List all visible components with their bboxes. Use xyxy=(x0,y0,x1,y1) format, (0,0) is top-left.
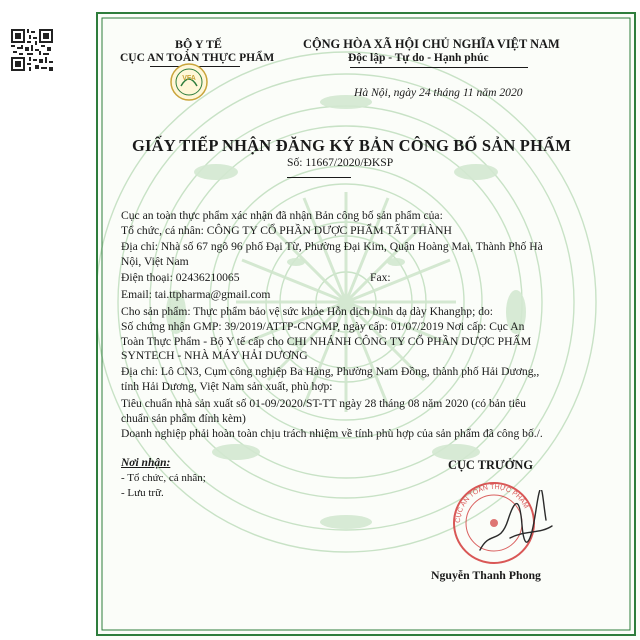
standard-line: Tiêu chuẩn nhà sản xuất số 01-09/2020/ST-TT ngày 28 tháng 08 năm 2020 (có bản tiêu xyxy=(121,397,526,410)
signer-role: CỤC TRƯỞNG xyxy=(448,458,534,472)
document-title: GIẤY TIẾP NHẬN ĐĂNG KÝ BẢN CÔNG BỐ SẢN PHẨM xyxy=(132,136,572,155)
manufacturer-address-line-2: tỉnh Hải Dương, Việt Nam sản xuất, phù hợp: xyxy=(121,380,333,393)
manufacturer-address-line: Địa chỉ: Lô CN3, Cụm công nghiệp Ba Hàng, Phường Nam Đồng, thành phố Hải Dương,, xyxy=(121,365,540,378)
address-line: Địa chỉ: Nhà số 67 ngõ 96 phố Đại Từ, Phường Đại Kim, Quận Hoàng Mai, Thành Phố Hà xyxy=(121,240,543,253)
handwritten-signature xyxy=(470,490,560,560)
standard-line-2: chuẩn sản phẩm đính kèm) xyxy=(121,412,246,425)
fax-line: Fax: xyxy=(370,271,391,284)
place-and-date: Hà Nội, ngày 24 tháng 11 năm 2020 xyxy=(354,86,523,99)
nation-name: CỘNG HÒA XÃ HỘI CHỦ NGHĨA VIỆT NAM xyxy=(303,37,560,51)
ministry-name: BỘ Y TẾ xyxy=(175,37,222,51)
address-line-2: Nội, Việt Nam xyxy=(121,255,189,268)
responsibility-line: Doanh nghiệp phải hoàn toàn chịu trách nhiệm về tính phù hợp của sản phẩm đã công bố./. xyxy=(121,427,543,440)
national-motto: Độc lập - Tự do - Hạnh phúc xyxy=(348,52,489,64)
recipient-item: - Tổ chức, cá nhân; xyxy=(121,472,206,484)
qr-code xyxy=(11,29,53,71)
number-underline xyxy=(287,177,351,178)
vfa-logo-text: VFA xyxy=(182,75,196,82)
phone-line: Điện thoại: 02436210065 xyxy=(121,271,240,284)
motto-underline xyxy=(350,67,528,68)
vfa-logo-icon xyxy=(168,62,210,102)
organization-line: Tổ chức, cá nhân: CÔNG TY CỔ PHẦN DƯỢC PHẨM TẤT THÀNH xyxy=(121,224,452,237)
document-number: Số: 11667/2020/ĐKSP xyxy=(287,156,394,169)
intro-line: Cục an toàn thực phẩm xác nhận đã nhận Bản công bố sản phẩm của: xyxy=(121,209,443,222)
recipients-label: Nơi nhận: xyxy=(121,457,171,469)
stamp-text: CỤC AN TOÀN THỰC PHẨM xyxy=(454,483,530,524)
gmp-line-3: SYNTECH - NHÀ MÁY HẢI DƯƠNG xyxy=(121,349,308,362)
agency-name: CỤC AN TOÀN THỰC PHẨM xyxy=(120,52,275,64)
gmp-line-2: Toàn Thực Phẩm - Bộ Y tế cấp cho CHI NHÁNH CÔNG TY CỔ PHẦN DƯỢC PHẨM xyxy=(121,335,532,348)
recipient-item: - Lưu trữ. xyxy=(121,487,164,499)
email-line: Email: tai.ttpharma@gmail.com xyxy=(121,288,271,301)
gmp-line: Số chứng nhận GMP: 39/2019/ATTP-CNGMP, ngày cấp: 01/07/2019 Nơi cấp: Cục An xyxy=(121,320,525,333)
product-line: Cho sản phẩm: Thực phẩm bảo vệ sức khỏe Hỗn dịch bình dạ dày Khanghp; do: xyxy=(121,305,494,318)
signer-name: Nguyễn Thanh Phong xyxy=(431,568,541,582)
